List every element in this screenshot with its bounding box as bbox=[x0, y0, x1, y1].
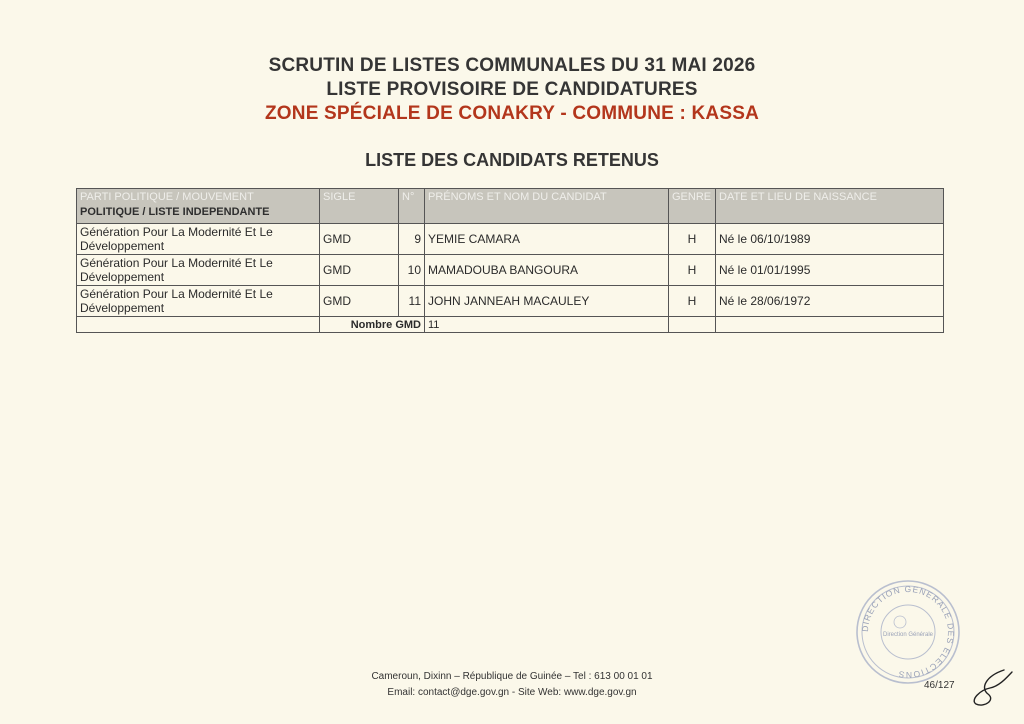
cell-naissance: Né le 01/01/1995 bbox=[716, 255, 944, 286]
cell-genre: H bbox=[669, 224, 716, 255]
table-header-row bbox=[77, 189, 944, 224]
section-subtitle: LISTE DES CANDIDATS RETENUS bbox=[365, 150, 659, 170]
stamp-outer-text: DIRECTION GENERALE DES ELECTIONS bbox=[859, 583, 957, 681]
total-label: Nombre GMD bbox=[320, 317, 425, 333]
header-genre: GENRE bbox=[669, 189, 716, 224]
cell-naissance: Né le 28/06/1972 bbox=[716, 286, 944, 317]
header-numero: N° bbox=[399, 189, 425, 224]
header-naissance: DATE ET LIEU DE NAISSANCE bbox=[716, 189, 944, 224]
table-row bbox=[77, 286, 944, 317]
cell-parti: Génération Pour La Modernité Et Le Développement bbox=[77, 286, 320, 317]
cell-empty bbox=[77, 317, 320, 333]
cell-nom: JOHN JANNEAH MACAULEY bbox=[425, 286, 669, 317]
footer-address: Cameroun, Dixinn – République de Guinée – Tel : 613 00 01 01 bbox=[371, 671, 653, 682]
table-total-row bbox=[77, 317, 944, 333]
handwritten-signature bbox=[966, 662, 1016, 712]
stamp-inner-text: Direction Générale bbox=[882, 632, 934, 638]
title-election: SCRUTIN DE LISTES COMMUNALES DU 31 MAI 2026 bbox=[268, 55, 756, 76]
official-stamp bbox=[854, 578, 962, 686]
cell-sigle: GMD bbox=[320, 255, 399, 286]
cell-numero: 11 bbox=[399, 286, 425, 317]
cell-parti: Génération Pour La Modernité Et Le Développement bbox=[77, 255, 320, 286]
page-number: 46/127 bbox=[924, 680, 955, 691]
cell-nom: MAMADOUBA BANGOURA bbox=[425, 255, 669, 286]
header-sigle: SIGLE bbox=[320, 189, 399, 224]
cell-numero: 10 bbox=[399, 255, 425, 286]
title-list-type: LISTE PROVISOIRE DE CANDIDATURES bbox=[326, 79, 698, 100]
cell-sigle: GMD bbox=[320, 224, 399, 255]
header-nom: PRÉNOMS ET NOM DU CANDIDAT bbox=[425, 189, 669, 224]
cell-parti: Génération Pour La Modernité Et Le Développement bbox=[77, 224, 320, 255]
header-parti-line1: PARTI POLITIQUE / MOUVEMENT bbox=[80, 191, 254, 203]
title-zone: ZONE SPÉCIALE DE CONAKRY - COMMUNE : KASSA bbox=[265, 103, 759, 124]
cell-numero: 9 bbox=[399, 224, 425, 255]
document-header bbox=[0, 54, 1024, 126]
cell-naissance: Né le 06/10/1989 bbox=[716, 224, 944, 255]
candidates-table bbox=[76, 188, 944, 333]
total-value: 11 bbox=[425, 317, 669, 333]
cell-genre: H bbox=[669, 255, 716, 286]
table-row bbox=[77, 255, 944, 286]
footer-contact: Email: contact@dge.gov.gn - Site Web: www.dge.gov.gn bbox=[387, 687, 637, 698]
cell-nom: YEMIE CAMARA bbox=[425, 224, 669, 255]
cell-empty bbox=[669, 317, 716, 333]
table-row bbox=[77, 224, 944, 255]
cell-genre: H bbox=[669, 286, 716, 317]
cell-sigle: GMD bbox=[320, 286, 399, 317]
cell-empty bbox=[716, 317, 944, 333]
header-parti-line2: POLITIQUE / LISTE INDEPENDANTE bbox=[80, 206, 270, 218]
header-parti bbox=[77, 189, 320, 224]
